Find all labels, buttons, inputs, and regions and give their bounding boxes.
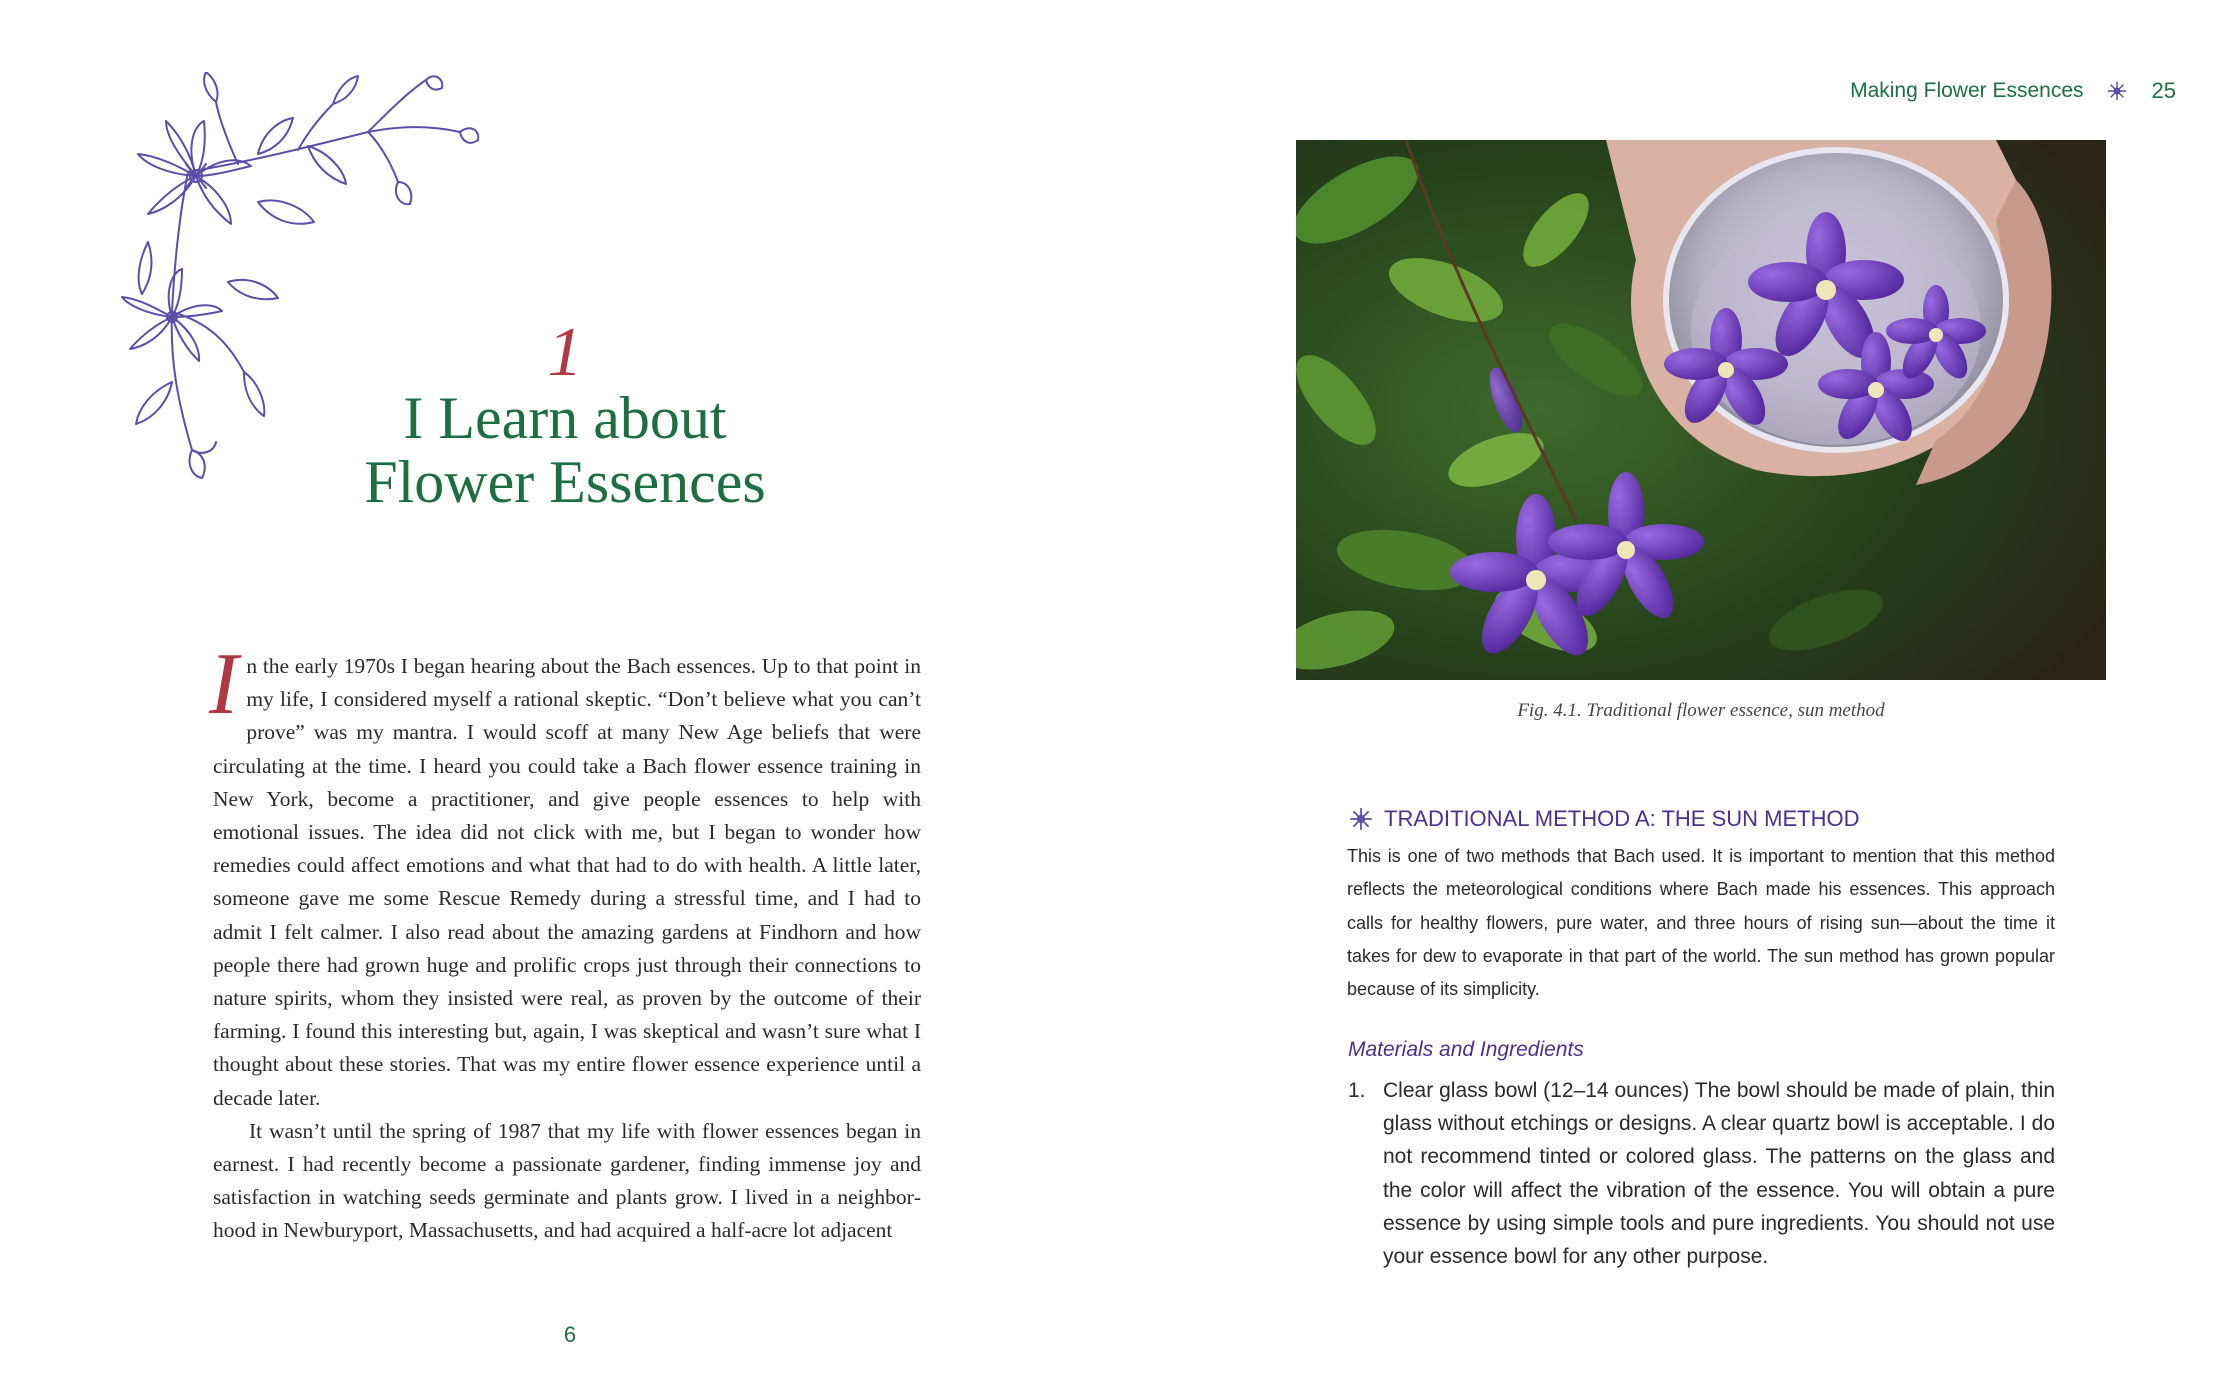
paragraph-1	[209, 636, 921, 1115]
chapter-title-line-1: I Learn about	[403, 385, 727, 451]
subheading: Materials and Ingredients	[1348, 1038, 1584, 1061]
chapter-body-text	[209, 636, 921, 1248]
flower-ornament-icon	[1348, 806, 1374, 832]
page-number-right: 25	[2151, 78, 2176, 103]
chapter-title	[0, 386, 1130, 514]
list-item-number: 1.	[1348, 1079, 1366, 1102]
figure-caption: Fig. 4.1. Traditional flower essence, sun method	[1517, 700, 1885, 721]
running-head	[1850, 78, 2176, 104]
chapter-title-line-2: Flower Essences	[364, 449, 766, 515]
list-item	[1348, 1074, 2055, 1273]
clematis-bowl-photo	[1296, 140, 2106, 680]
page-number-left: 6	[563, 1322, 577, 1347]
right-page	[1120, 0, 2240, 1400]
paragraph-1-text: n the early 1970s I began hearing about the Bach essences. Up to that point in my life, I considered myself a rational skeptic. “Don’t believe what you can’t prove” was my mantra. I would scoff at many New Age beliefs that were circulating at the time. I heard you could take a Bach flower essence training in New York, become a practitioner, and give people essences to help with emotional issues. The idea did not click with me, but I began to wonder how remedies could affect emotions and what that had to do with health. A little later, someone gave me some Rescue Remedy during a stressful time, and I had to admit I felt calmer. I also read about the amazing gardens at Findhorn and how people there had grown huge and prolific crops just through their connections to nature spirits, whom they insisted were real, as proven by the outcome of their farming. I found this interesting but, again, I was skeptical and wasn’t sure what I thought about these stories. That was my entire flower essence experience until a decade later.	[213, 654, 921, 1110]
chapter-number: 1	[547, 314, 583, 391]
drop-cap: I	[209, 636, 239, 733]
section-heading	[1348, 806, 1859, 832]
section-body-text: This is one of two methods that Bach used. It is important to mention that this method reflects the meteorological conditions where Bach made his essences. This approach calls for healthy flowers, pure water, and three hours of rising sun—about the time it takes for dew to evaporate in that part of the world. The sun method has grown popular because of its simplicity.	[1347, 846, 2055, 1000]
section-heading-text: TRADITIONAL METHOD A: THE SUN METHOD	[1384, 806, 1860, 831]
flower-ornament-icon	[2106, 80, 2128, 102]
paragraph-2: It wasn’t until the spring of 1987 that my life with flower essences began in earnest. I had recently become a passionate gardener, finding immense joy and satisfaction in watching seeds germinate and plants grow. I lived in a neighborhood in Newburyport, Massachusetts, and had acquired a half-acre lot adjacent	[213, 1118, 921, 1243]
list-item-text: Clear glass bowl (12–14 ounces) The bowl should be made of plain, thin glass without etchings or designs. A clear quartz bowl is acceptable. I do not recommend tinted or colored glass. The patterns on the glass and the color will affect the vibration of the essence. You will obtain a pure essence by using simple tools and pure ingredients. You should not use your essence bowl for any other purpose.	[1383, 1079, 2055, 1269]
materials-list	[1348, 1074, 2055, 1273]
running-head-title: Making Flower Essences	[1850, 79, 2084, 102]
